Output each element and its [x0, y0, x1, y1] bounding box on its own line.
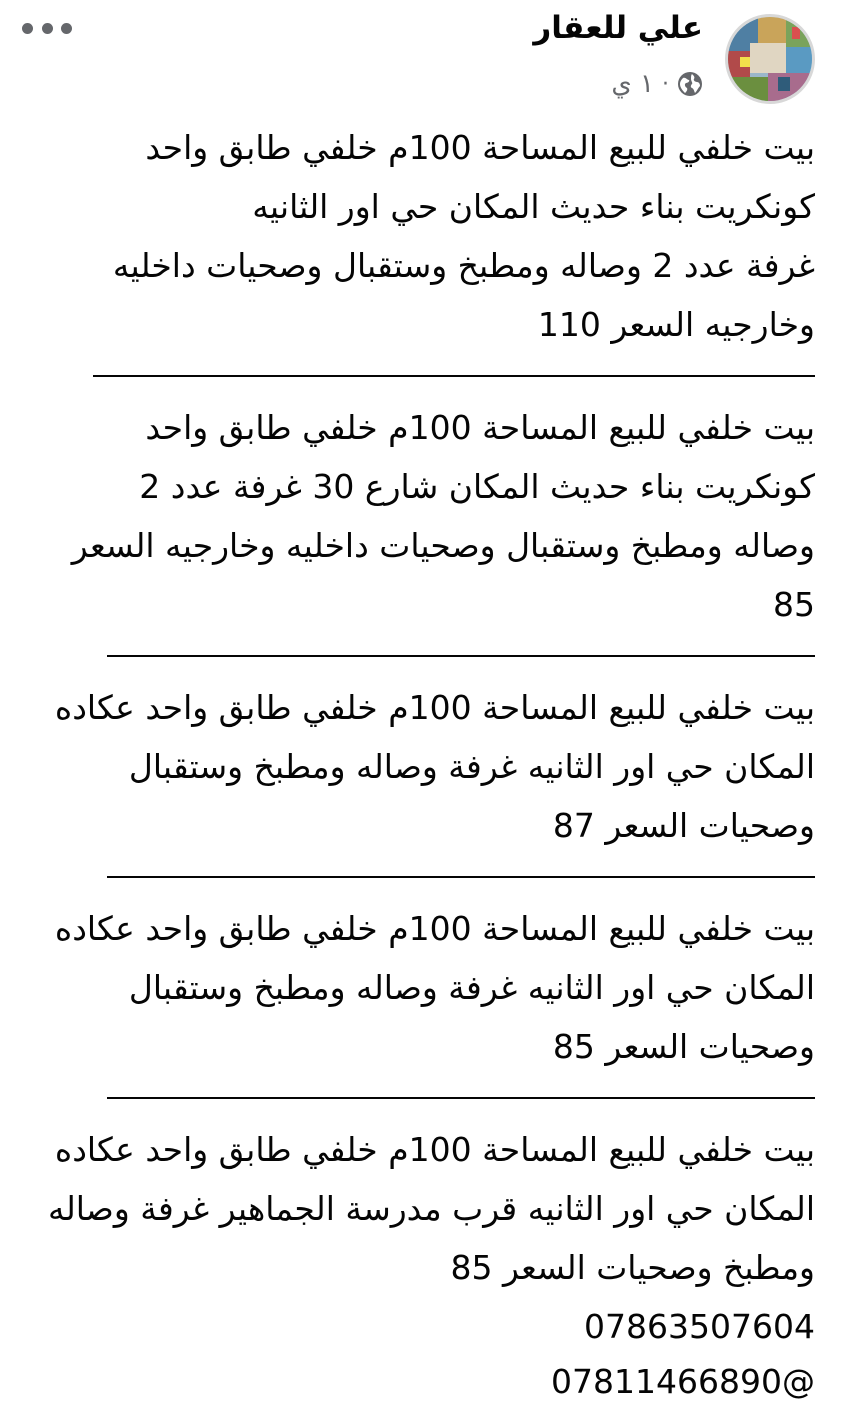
listing-line: وصحيات السعر 85 — [552, 1027, 815, 1066]
listing-line: وصاله ومطبخ وستقبال وصحيات داخليه وخارجيه السعر — [71, 526, 815, 565]
divider — [35, 354, 815, 398]
listing-line: بيت خلفي للبيع المساحة 100م خلفي طابق واحد — [145, 408, 815, 447]
listing-line: وصحيات السعر 87 — [552, 806, 815, 845]
post-meta — [611, 64, 703, 104]
listing-line: المكان حي اور الثانيه غرفة وصاله ومطبخ وستقبال — [128, 968, 815, 1007]
post-header — [0, 0, 843, 110]
divider-line — [107, 876, 815, 878]
listing-line: ومطبخ وصحيات السعر 85 — [450, 1248, 815, 1287]
divider — [35, 1076, 815, 1120]
globe-icon[interactable] — [677, 71, 703, 97]
meta-separator: · — [662, 71, 669, 97]
more-options-icon-dot — [42, 23, 53, 34]
listing-line: بيت خلفي للبيع المساحة 100م خلفي طابق واحد — [145, 128, 815, 167]
listing-2 — [35, 398, 815, 634]
listing-line: المكان حي اور الثانيه غرفة وصاله ومطبخ وستقبال — [128, 747, 815, 786]
post-time[interactable]: ١ ي — [611, 69, 654, 99]
more-options-icon — [22, 23, 33, 34]
divider-line — [107, 655, 815, 657]
listing-line: كونكريت بناء حديث المكان حي اور الثانيه — [252, 187, 815, 226]
listing-line: كونكريت بناء حديث المكان شارع 30 غرفة عدد 2 — [139, 467, 815, 506]
author-avatar[interactable] — [725, 14, 815, 104]
listing-line: بيت خلفي للبيع المساحة 100م خلفي طابق واحد عكاده — [54, 909, 815, 948]
listing-line: بيت خلفي للبيع المساحة 100م خلفي طابق واحد عكاده — [54, 1130, 815, 1169]
listing-line: المكان حي اور الثانيه قرب مدرسة الجماهير غرفة وصاله — [48, 1189, 815, 1228]
listing-3 — [35, 678, 815, 855]
divider — [35, 855, 815, 899]
listing-line: غرفة عدد 2 وصاله ومطبخ وستقبال وصحيات داخليه — [112, 246, 815, 285]
more-options-button[interactable] — [22, 14, 72, 42]
post-body — [35, 118, 815, 1407]
phone-number[interactable]: 07863507604 — [584, 1307, 815, 1346]
listing-1 — [35, 118, 815, 354]
listing-5 — [35, 1120, 815, 1297]
divider — [35, 634, 815, 678]
more-options-icon-dot — [61, 23, 72, 34]
listing-line: بيت خلفي للبيع المساحة 100م خلفي طابق واحد عكاده — [54, 688, 815, 727]
author-name[interactable]: علي للعقار — [533, 10, 703, 46]
listing-line: 85 — [773, 585, 815, 624]
avatar-image — [728, 17, 812, 101]
listing-4 — [35, 899, 815, 1076]
listing-line: وخارجيه السعر 110 — [537, 305, 815, 344]
divider-line — [107, 1097, 815, 1099]
phone-number[interactable]: @07811466890 — [551, 1362, 815, 1401]
contact-numbers — [35, 1297, 815, 1407]
divider-line — [93, 375, 815, 377]
